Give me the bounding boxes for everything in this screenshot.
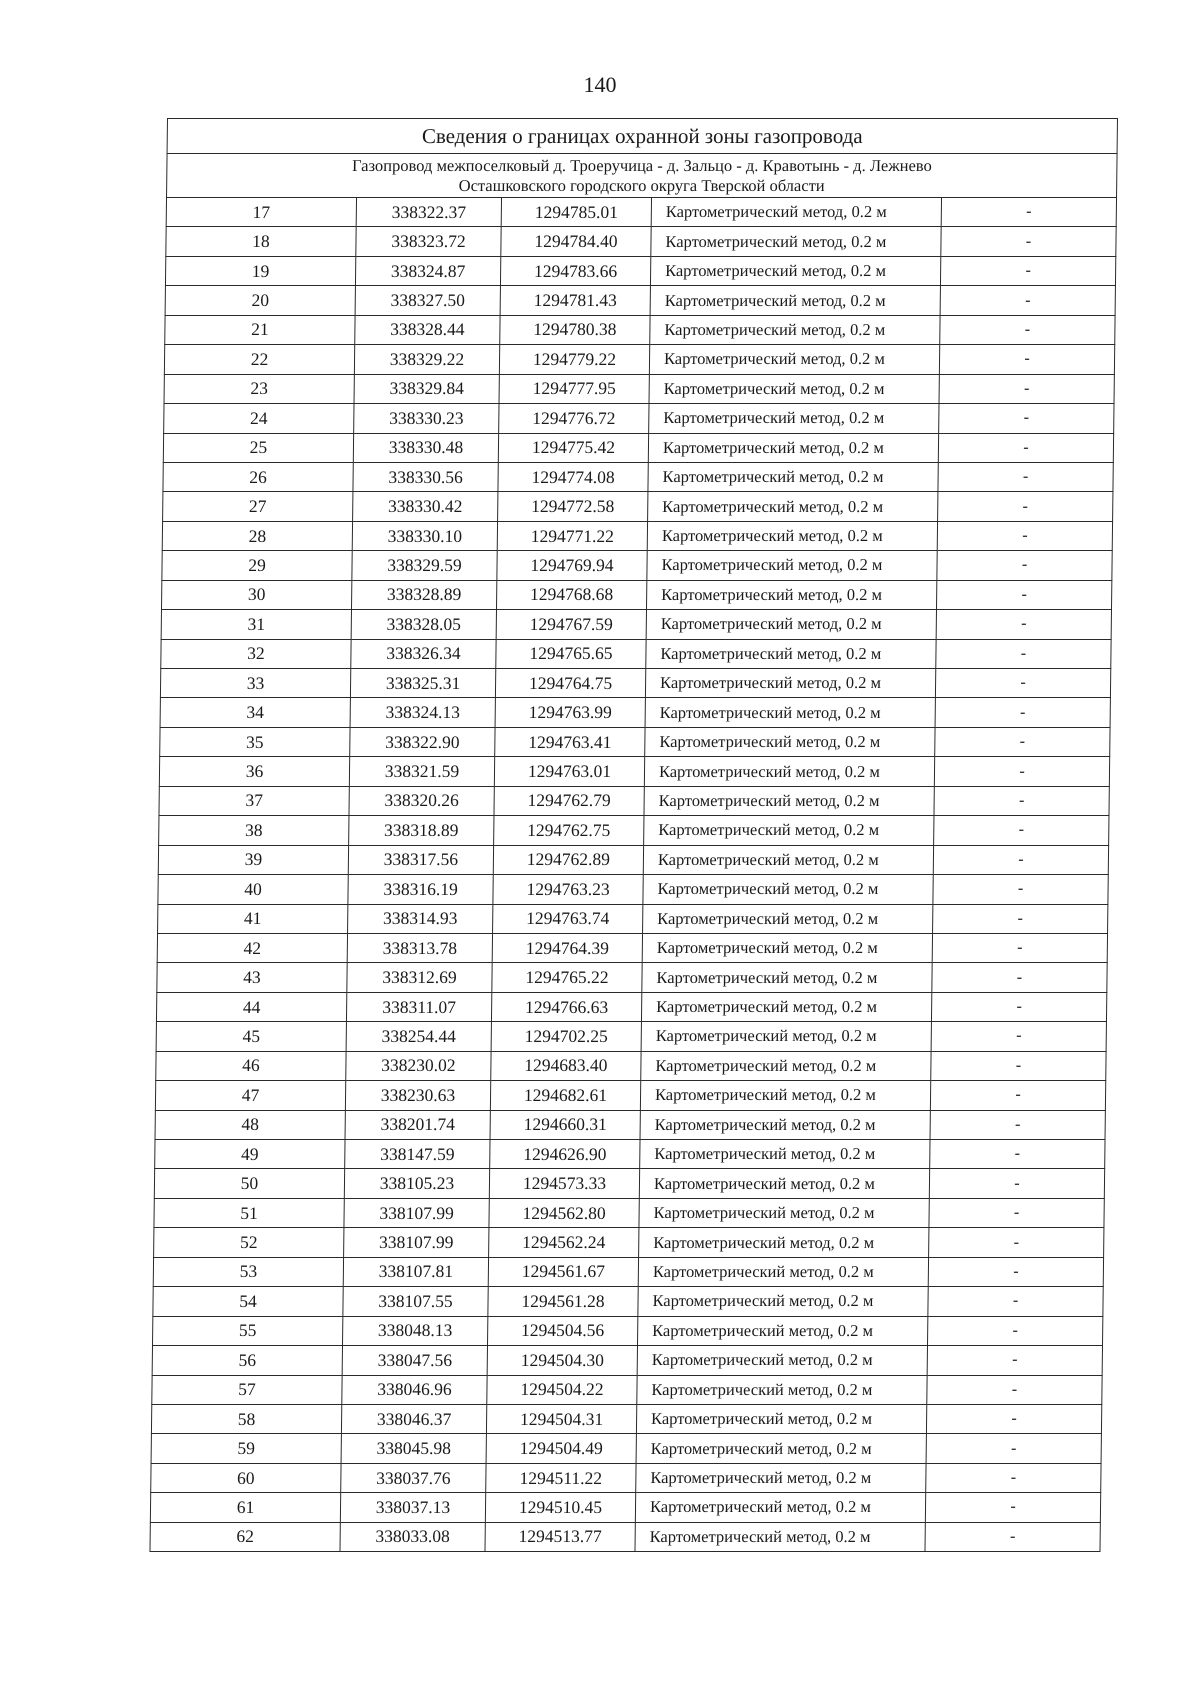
x-coordinate-cell: 338330.23 — [354, 404, 499, 433]
point-number-cell: 20 — [165, 286, 355, 315]
description-cell: - — [939, 404, 1114, 433]
method-cell: Картометрический метод, 0.2 м — [650, 315, 940, 344]
method-cell: Картометрический метод, 0.2 м — [636, 1404, 926, 1433]
description-cell: - — [932, 963, 1107, 992]
boundary-table-container — [149, 118, 1117, 1552]
y-coordinate-cell: 1294562.24 — [489, 1228, 639, 1257]
y-coordinate-cell: 1294780.38 — [500, 315, 650, 344]
y-coordinate-cell: 1294771.22 — [497, 521, 647, 550]
table-row — [151, 1404, 1101, 1433]
point-number-cell: 57 — [152, 1375, 342, 1404]
x-coordinate-cell: 338321.59 — [349, 757, 494, 786]
table-row — [155, 1140, 1105, 1169]
x-coordinate-cell: 338033.08 — [340, 1522, 485, 1551]
description-cell: - — [940, 315, 1115, 344]
table-row — [152, 1346, 1102, 1375]
x-coordinate-cell: 338330.10 — [352, 521, 497, 550]
y-coordinate-cell: 1294511.22 — [486, 1463, 636, 1492]
y-coordinate-cell: 1294766.63 — [491, 992, 641, 1021]
x-coordinate-cell: 338313.78 — [347, 933, 492, 962]
x-coordinate-cell: 338045.98 — [341, 1434, 486, 1463]
method-cell: Картометрический метод, 0.2 м — [641, 992, 931, 1021]
description-cell: - — [936, 580, 1111, 609]
y-coordinate-cell: 1294769.94 — [497, 551, 647, 580]
point-number-cell: 30 — [161, 580, 351, 609]
method-cell: Картометрический метод, 0.2 м — [638, 1316, 928, 1345]
y-coordinate-cell: 1294626.90 — [490, 1140, 640, 1169]
description-cell: - — [934, 757, 1109, 786]
description-cell: - — [931, 1051, 1106, 1080]
description-cell: - — [936, 639, 1111, 668]
y-coordinate-cell: 1294573.33 — [489, 1169, 639, 1198]
method-cell: Картометрический метод, 0.2 м — [647, 521, 937, 550]
method-cell: Картометрический метод, 0.2 м — [637, 1375, 927, 1404]
table-row — [166, 198, 1116, 227]
table-row — [153, 1316, 1103, 1345]
description-cell: - — [926, 1434, 1101, 1463]
x-coordinate-cell: 338107.99 — [344, 1198, 489, 1227]
x-coordinate-cell: 338048.13 — [343, 1316, 488, 1345]
description-cell: - — [928, 1287, 1103, 1316]
x-coordinate-cell: 338324.13 — [350, 698, 495, 727]
point-number-cell: 55 — [153, 1316, 343, 1345]
point-number-cell: 28 — [162, 521, 352, 550]
y-coordinate-cell: 1294702.25 — [491, 1022, 641, 1051]
description-cell: - — [926, 1404, 1101, 1433]
method-cell: Картометрический метод, 0.2 м — [644, 757, 934, 786]
y-coordinate-cell: 1294762.89 — [493, 845, 643, 874]
page-number: 140 — [583, 72, 617, 97]
x-coordinate-cell: 338046.37 — [341, 1404, 486, 1433]
table-row — [155, 1110, 1105, 1139]
x-coordinate-cell: 338328.44 — [355, 315, 500, 344]
point-number-cell: 31 — [161, 610, 351, 639]
table-row — [154, 1169, 1104, 1198]
x-coordinate-cell: 338047.56 — [342, 1346, 487, 1375]
point-number-cell: 22 — [164, 345, 354, 374]
point-number-cell: 37 — [159, 786, 349, 815]
table-row — [154, 1198, 1104, 1227]
table-row — [164, 374, 1114, 403]
description-cell: - — [930, 1081, 1105, 1110]
table-row — [158, 845, 1108, 874]
y-coordinate-cell: 1294504.30 — [487, 1346, 637, 1375]
y-coordinate-cell: 1294784.40 — [501, 227, 651, 256]
table-body — [150, 119, 1118, 1552]
x-coordinate-cell: 338330.48 — [353, 433, 498, 462]
description-cell: - — [940, 286, 1115, 315]
description-cell: - — [926, 1463, 1101, 1492]
description-cell: - — [925, 1493, 1100, 1522]
method-cell: Картометрический метод, 0.2 м — [646, 639, 936, 668]
point-number-cell: 53 — [153, 1257, 343, 1286]
method-cell: Картометрический метод, 0.2 м — [635, 1493, 925, 1522]
method-cell: Картометрический метод, 0.2 м — [638, 1257, 928, 1286]
point-number-cell: 25 — [163, 433, 353, 462]
table-title: Сведения о границах охранной зоны газопровода — [167, 119, 1117, 154]
x-coordinate-cell: 338325.31 — [350, 669, 495, 698]
y-coordinate-cell: 1294774.08 — [498, 462, 648, 491]
table-row — [153, 1257, 1103, 1286]
point-number-cell: 29 — [162, 551, 352, 580]
description-cell: - — [935, 698, 1110, 727]
method-cell: Картометрический метод, 0.2 м — [642, 963, 932, 992]
y-coordinate-cell: 1294513.77 — [485, 1522, 635, 1551]
method-cell: Картометрический метод, 0.2 м — [639, 1198, 929, 1227]
table-row — [166, 227, 1116, 256]
x-coordinate-cell: 338318.89 — [349, 816, 494, 845]
method-cell: Картометрический метод, 0.2 м — [645, 669, 935, 698]
method-cell: Картометрический метод, 0.2 м — [649, 345, 939, 374]
point-number-cell: 54 — [153, 1287, 343, 1316]
table-row — [161, 580, 1111, 609]
y-coordinate-cell: 1294764.39 — [492, 933, 642, 962]
method-cell: Картометрический метод, 0.2 м — [643, 845, 933, 874]
point-number-cell: 45 — [156, 1022, 346, 1051]
method-cell: Картометрический метод, 0.2 м — [635, 1522, 925, 1551]
table-row — [157, 933, 1107, 962]
x-coordinate-cell: 338107.99 — [344, 1228, 489, 1257]
y-coordinate-cell: 1294660.31 — [490, 1110, 640, 1139]
method-cell: Картометрический метод, 0.2 м — [640, 1081, 930, 1110]
table-row — [155, 1081, 1105, 1110]
y-coordinate-cell: 1294785.01 — [501, 198, 651, 227]
method-cell: Картометрический метод, 0.2 м — [646, 580, 936, 609]
point-number-cell: 43 — [157, 963, 347, 992]
x-coordinate-cell: 338328.05 — [351, 610, 496, 639]
y-coordinate-cell: 1294783.66 — [500, 256, 650, 285]
x-coordinate-cell: 338107.55 — [343, 1287, 488, 1316]
method-cell: Картометрический метод, 0.2 м — [650, 256, 940, 285]
point-number-cell: 61 — [150, 1493, 340, 1522]
method-cell: Картометрический метод, 0.2 м — [648, 462, 938, 491]
point-number-cell: 58 — [151, 1404, 341, 1433]
table-row — [151, 1434, 1101, 1463]
method-cell: Картометрический метод, 0.2 м — [647, 551, 937, 580]
y-coordinate-cell: 1294683.40 — [491, 1051, 641, 1080]
y-coordinate-cell: 1294763.23 — [493, 875, 643, 904]
method-cell: Картометрический метод, 0.2 м — [648, 433, 938, 462]
y-coordinate-cell: 1294762.79 — [494, 786, 644, 815]
method-cell: Картометрический метод, 0.2 м — [640, 1110, 930, 1139]
x-coordinate-cell: 338105.23 — [344, 1169, 489, 1198]
x-coordinate-cell: 338312.69 — [347, 963, 492, 992]
y-coordinate-cell: 1294765.65 — [496, 639, 646, 668]
method-cell: Картометрический метод, 0.2 м — [644, 816, 934, 845]
description-cell: - — [933, 845, 1108, 874]
method-cell: Картометрический метод, 0.2 м — [643, 904, 933, 933]
x-coordinate-cell: 338046.96 — [342, 1375, 487, 1404]
description-cell: - — [939, 345, 1114, 374]
table-row — [162, 551, 1112, 580]
method-cell: Картометрический метод, 0.2 м — [649, 374, 939, 403]
description-cell: - — [928, 1316, 1103, 1345]
table-row — [156, 1022, 1106, 1051]
description-cell: - — [929, 1169, 1104, 1198]
table-row — [154, 1228, 1104, 1257]
method-cell: Картометрический метод, 0.2 м — [640, 1140, 930, 1169]
point-number-cell: 56 — [152, 1346, 342, 1375]
boundary-coordinates-table — [149, 118, 1118, 1552]
description-cell: - — [939, 374, 1114, 403]
x-coordinate-cell: 338147.59 — [345, 1140, 490, 1169]
point-number-cell: 52 — [154, 1228, 344, 1257]
description-cell: - — [940, 256, 1115, 285]
x-coordinate-cell: 338230.63 — [345, 1081, 490, 1110]
y-coordinate-cell: 1294775.42 — [498, 433, 648, 462]
method-cell: Картометрический метод, 0.2 м — [636, 1434, 926, 1463]
y-coordinate-cell: 1294510.45 — [485, 1493, 635, 1522]
description-cell: - — [925, 1522, 1100, 1551]
y-coordinate-cell: 1294768.68 — [496, 580, 646, 609]
point-number-cell: 47 — [155, 1081, 345, 1110]
x-coordinate-cell: 338314.93 — [348, 904, 493, 933]
table-row — [159, 786, 1109, 815]
table-row — [164, 345, 1114, 374]
y-coordinate-cell: 1294504.31 — [486, 1404, 636, 1433]
method-cell: Картометрический метод, 0.2 м — [650, 286, 940, 315]
x-coordinate-cell: 338330.42 — [353, 492, 498, 521]
method-cell: Картометрический метод, 0.2 м — [641, 1022, 931, 1051]
subtitle-line-2: Осташковского городского округа Тверской области — [458, 175, 825, 195]
point-number-cell: 19 — [165, 256, 355, 285]
x-coordinate-cell: 338322.90 — [350, 727, 495, 756]
y-coordinate-cell: 1294765.22 — [492, 963, 642, 992]
table-row — [151, 1463, 1101, 1492]
y-coordinate-cell: 1294504.49 — [486, 1434, 636, 1463]
description-cell: - — [931, 1022, 1106, 1051]
method-cell: Картометрический метод, 0.2 м — [639, 1169, 929, 1198]
table-row — [160, 727, 1110, 756]
point-number-cell: 32 — [161, 639, 351, 668]
point-number-cell: 51 — [154, 1198, 344, 1227]
x-coordinate-cell: 338037.13 — [340, 1493, 485, 1522]
table-row — [161, 610, 1111, 639]
x-coordinate-cell: 338330.56 — [353, 462, 498, 491]
table-row — [159, 757, 1109, 786]
description-cell: - — [929, 1198, 1104, 1227]
method-cell: Картометрический метод, 0.2 м — [643, 875, 933, 904]
description-cell: - — [936, 610, 1111, 639]
y-coordinate-cell: 1294767.59 — [496, 610, 646, 639]
description-cell: - — [937, 551, 1112, 580]
method-cell: Картометрический метод, 0.2 м — [645, 727, 935, 756]
description-cell: - — [935, 669, 1110, 698]
table-row — [156, 992, 1106, 1021]
x-coordinate-cell: 338254.44 — [346, 1022, 491, 1051]
description-cell: - — [930, 1140, 1105, 1169]
table-subtitle-row — [167, 154, 1118, 198]
x-coordinate-cell: 338317.56 — [348, 845, 493, 874]
method-cell: Картометрический метод, 0.2 м — [644, 786, 934, 815]
x-coordinate-cell: 338326.34 — [351, 639, 496, 668]
point-number-cell: 38 — [159, 816, 349, 845]
x-coordinate-cell: 338327.50 — [355, 286, 500, 315]
point-number-cell: 24 — [164, 404, 354, 433]
method-cell: Картометрический метод, 0.2 м — [638, 1287, 928, 1316]
y-coordinate-cell: 1294776.72 — [499, 404, 649, 433]
description-cell: - — [932, 933, 1107, 962]
description-cell: - — [941, 198, 1116, 227]
table-title-row — [167, 119, 1117, 154]
description-cell: - — [927, 1346, 1102, 1375]
point-number-cell: 46 — [156, 1051, 346, 1080]
table-row — [165, 256, 1115, 285]
x-coordinate-cell: 338230.02 — [346, 1051, 491, 1080]
point-number-cell: 40 — [158, 875, 348, 904]
description-cell: - — [937, 521, 1112, 550]
y-coordinate-cell: 1294772.58 — [498, 492, 648, 521]
description-cell: - — [930, 1110, 1105, 1139]
description-cell: - — [927, 1375, 1102, 1404]
method-cell: Картометрический метод, 0.2 м — [648, 492, 938, 521]
x-coordinate-cell: 338323.72 — [356, 227, 501, 256]
point-number-cell: 27 — [163, 492, 353, 521]
y-coordinate-cell: 1294504.56 — [488, 1316, 638, 1345]
x-coordinate-cell: 338316.19 — [348, 875, 493, 904]
y-coordinate-cell: 1294764.75 — [495, 669, 645, 698]
y-coordinate-cell: 1294763.99 — [495, 698, 645, 727]
method-cell: Картометрический метод, 0.2 м — [637, 1346, 927, 1375]
method-cell: Картометрический метод, 0.2 м — [639, 1228, 929, 1257]
x-coordinate-cell: 338201.74 — [345, 1110, 490, 1139]
point-number-cell: 35 — [160, 727, 350, 756]
table-row — [165, 315, 1115, 344]
description-cell: - — [941, 227, 1116, 256]
table-row — [163, 433, 1113, 462]
table-row — [160, 669, 1110, 698]
y-coordinate-cell: 1294682.61 — [490, 1081, 640, 1110]
point-number-cell: 34 — [160, 698, 350, 727]
table-row — [160, 698, 1110, 727]
method-cell: Картометрический метод, 0.2 м — [636, 1463, 926, 1492]
point-number-cell: 36 — [159, 757, 349, 786]
description-cell: - — [938, 492, 1113, 521]
x-coordinate-cell: 338107.81 — [343, 1257, 488, 1286]
point-number-cell: 44 — [156, 992, 346, 1021]
method-cell: Картометрический метод, 0.2 м — [641, 1051, 931, 1080]
point-number-cell: 41 — [158, 904, 348, 933]
description-cell: - — [929, 1228, 1104, 1257]
point-number-cell: 39 — [158, 845, 348, 874]
description-cell: - — [938, 462, 1113, 491]
point-number-cell: 17 — [166, 198, 356, 227]
point-number-cell: 21 — [165, 315, 355, 344]
description-cell: - — [938, 433, 1113, 462]
description-cell: - — [934, 786, 1109, 815]
x-coordinate-cell: 338311.07 — [346, 992, 491, 1021]
point-number-cell: 23 — [164, 374, 354, 403]
table-row — [163, 492, 1113, 521]
table-row — [150, 1522, 1100, 1551]
point-number-cell: 48 — [155, 1110, 345, 1139]
y-coordinate-cell: 1294561.67 — [488, 1257, 638, 1286]
table-row — [162, 521, 1112, 550]
method-cell: Картометрический метод, 0.2 м — [646, 610, 936, 639]
y-coordinate-cell: 1294562.80 — [489, 1198, 639, 1227]
y-coordinate-cell: 1294504.22 — [487, 1375, 637, 1404]
table-row — [157, 963, 1107, 992]
description-cell: - — [933, 875, 1108, 904]
method-cell: Картометрический метод, 0.2 м — [649, 404, 939, 433]
x-coordinate-cell: 338329.59 — [352, 551, 497, 580]
point-number-cell: 50 — [154, 1169, 344, 1198]
y-coordinate-cell: 1294781.43 — [500, 286, 650, 315]
description-cell: - — [934, 816, 1109, 845]
x-coordinate-cell: 338324.87 — [355, 256, 500, 285]
table-row — [163, 462, 1113, 491]
y-coordinate-cell: 1294779.22 — [499, 345, 649, 374]
point-number-cell: 60 — [151, 1463, 341, 1492]
y-coordinate-cell: 1294763.41 — [495, 727, 645, 756]
y-coordinate-cell: 1294777.95 — [499, 374, 649, 403]
x-coordinate-cell: 338037.76 — [341, 1463, 486, 1492]
table-row — [158, 875, 1108, 904]
method-cell: Картометрический метод, 0.2 м — [642, 933, 932, 962]
description-cell: - — [935, 727, 1110, 756]
x-coordinate-cell: 338328.89 — [351, 580, 496, 609]
table-row — [153, 1287, 1103, 1316]
x-coordinate-cell: 338322.37 — [356, 198, 501, 227]
table-row — [165, 286, 1115, 315]
y-coordinate-cell: 1294763.74 — [493, 904, 643, 933]
y-coordinate-cell: 1294762.75 — [494, 816, 644, 845]
method-cell: Картометрический метод, 0.2 м — [645, 698, 935, 727]
description-cell: - — [928, 1257, 1103, 1286]
x-coordinate-cell: 338329.84 — [354, 374, 499, 403]
table-row — [161, 639, 1111, 668]
table-subtitle — [167, 154, 1118, 198]
x-coordinate-cell: 338320.26 — [349, 786, 494, 815]
y-coordinate-cell: 1294763.01 — [494, 757, 644, 786]
point-number-cell: 26 — [163, 462, 353, 491]
method-cell: Картометрический метод, 0.2 м — [651, 198, 941, 227]
point-number-cell: 62 — [150, 1522, 340, 1551]
description-cell: - — [931, 992, 1106, 1021]
y-coordinate-cell: 1294561.28 — [488, 1287, 638, 1316]
point-number-cell: 59 — [151, 1434, 341, 1463]
table-row — [152, 1375, 1102, 1404]
point-number-cell: 42 — [157, 933, 347, 962]
subtitle-line-1: Газопровод межпоселковый д. Троеручица - д. Зальцо - д. Кравотынь - д. Лежнево — [351, 155, 932, 175]
table-row — [159, 816, 1109, 845]
point-number-cell: 49 — [155, 1140, 345, 1169]
table-row — [150, 1493, 1100, 1522]
x-coordinate-cell: 338329.22 — [354, 345, 499, 374]
table-row — [164, 404, 1114, 433]
description-cell: - — [933, 904, 1108, 933]
point-number-cell: 33 — [160, 669, 350, 698]
method-cell: Картометрический метод, 0.2 м — [651, 227, 941, 256]
point-number-cell: 18 — [166, 227, 356, 256]
table-row — [158, 904, 1108, 933]
table-row — [156, 1051, 1106, 1080]
